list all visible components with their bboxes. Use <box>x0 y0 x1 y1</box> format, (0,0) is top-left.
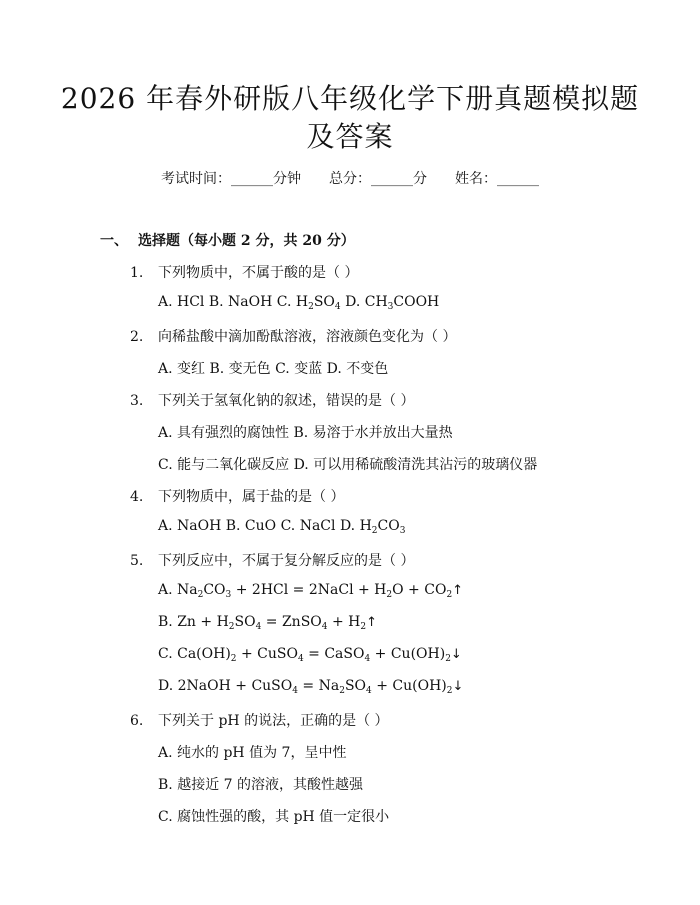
question-5-option-c: C. $Ca(OH)_2$ + CuSO$_4$ = CaSO$_4$ + $Cu(OH)_2↓$ <box>158 646 462 664</box>
question-6: 6. 下列关于 pH 的说法，正确的是（ ） <box>130 713 389 729</box>
student-name-field: 姓名：______ <box>455 171 539 187</box>
precipitate-arrow-icon: ↓ <box>450 647 462 662</box>
exam-meta <box>0 168 700 188</box>
gas-arrow-icon: ↑ <box>366 615 377 630</box>
question-5-option-d: D. 2NaOH + CuSO$_4$ = $Na_2SO_4$ + $Cu(OH)_2↓$ <box>158 678 464 696</box>
question-6-option-a: A. 纯水的 pH 值为 7，呈中性 <box>158 745 347 761</box>
gas-arrow-icon: ↑ <box>452 583 464 598</box>
question-6-option-b: B. 越接近 7 的溶液，其酸性越强 <box>158 777 363 793</box>
question-4: 4. 下列物质中，属于盐的是（ ） <box>130 489 345 505</box>
question-4-options: A. NaOH B. CuO C. NaCl D. $H_2CO_3$ <box>158 518 406 536</box>
page-title-continued: 及答案 <box>306 120 394 153</box>
section-heading <box>100 230 355 250</box>
section-number: 一、 <box>100 233 128 249</box>
question-6-option-c: C. 腐蚀性强的酸，其 pH 值一定很小 <box>158 809 390 825</box>
question-5-option-b: B. $Zn + H_2SO_4$ = ZnSO$_4$ + $H_2↑$ <box>158 614 377 632</box>
section-title: 选择题（每小题 2 分，共 20 分） <box>138 233 355 249</box>
exam-time-field: 考试时间：______分钟 <box>161 171 301 187</box>
question-2-options: A. 变红 B. 变无色 C. 变蓝 D. 不变色 <box>158 361 389 377</box>
question-1-options: A. HCl B. NaOH C. $H_2SO_4$ D. $CH_3COOH$ <box>158 294 440 312</box>
page-title: 2026 年春外研版八年级化学下册真题模拟题 <box>60 82 640 115</box>
question-3-options-cd: C. 能与二氧化碳反应 D. 可以用稀硫酸清洗其沾污的玻璃仪器 <box>158 457 538 473</box>
precipitate-arrow-icon: ↓ <box>452 679 464 694</box>
question-3: 3. 下列关于氢氧化钠的叙述，错误的是（ ） <box>130 393 415 409</box>
question-2: 2. 向稀盐酸中滴加酚酞溶液，溶液颜色变化为（ ） <box>130 329 457 345</box>
question-5: 5. 下列反应中，不属于复分解反应的是（ ） <box>130 553 415 569</box>
question-1: 1. 下列物质中，不属于酸的是（ ） <box>130 265 359 281</box>
question-5-option-a: A. $Na_2CO_3 + 2HCl$ = 2NaCl + $H_2O$ + $CO_2↑$ <box>158 582 464 600</box>
question-3-options-ab: A. 具有强烈的腐蚀性 B. 易溶于水并放出大量热 <box>158 425 453 441</box>
total-score-field: 总分：______分 <box>329 171 427 187</box>
